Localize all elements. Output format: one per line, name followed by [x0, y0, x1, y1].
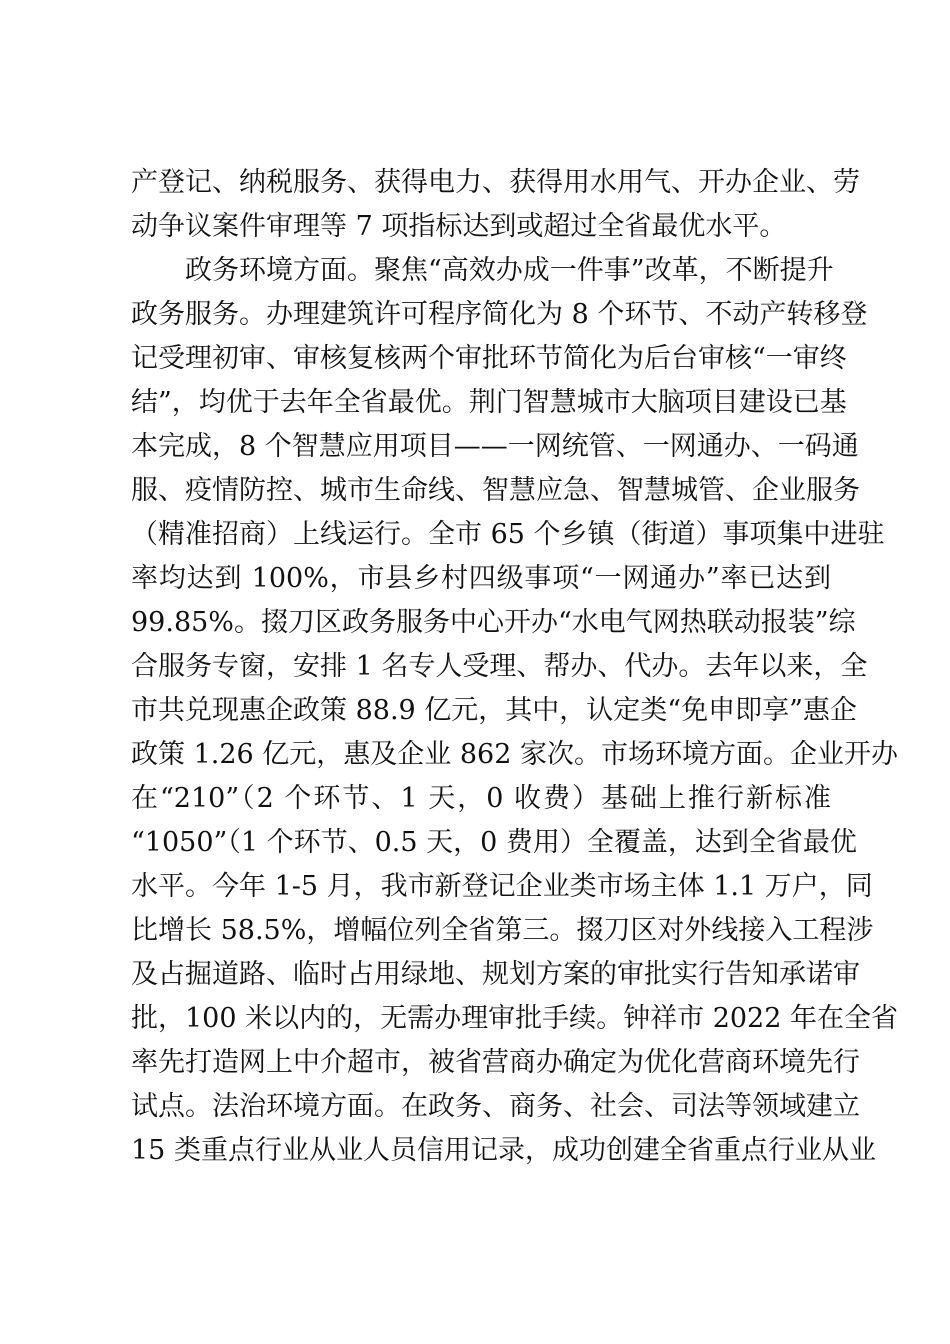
text-line: 服、疫情防控、城市生命线、智慧应急、智慧城管、企业服务 — [131, 475, 860, 506]
text-line: 率均达到 100%，市县乡村四级事项“一网通办”率已达到 — [131, 563, 831, 594]
text-line: 产登记、纳税服务、获得电力、获得用水用气、开办企业、劳 — [131, 167, 860, 198]
text-line: 合服务专窗，安排 1 名专人受理、帮办、代办。去年以来，全 — [131, 651, 868, 682]
text-line: 记受理初审、审核复核两个审批环节简化为后台审核“一审终 — [131, 343, 847, 374]
text-line: 政策 1.26 亿元，惠及企业 862 家次。市场环境方面。企业开办 — [131, 739, 898, 770]
text-line: 本完成，8 个智慧应用项目——一网统管、一网通办、一码通 — [131, 431, 859, 462]
text-line: （精准招商）上线运行。全市 65 个乡镇（街道）事项集中进驻 — [131, 519, 885, 550]
text-line: 99.85%。掇刀区政务服务中心开办“水电气网热联动报装”综 — [131, 607, 856, 638]
text-line: 15 类重点行业从业人员信用记录，成功创建全省重点行业从业 — [131, 1135, 876, 1166]
text-line: 政务服务。办理建筑许可程序简化为 8 个环节、不动产转移登 — [131, 299, 868, 330]
text-line: 在“210”（2 个环节、1 天，0 收费）基础上推行新标准 — [131, 783, 831, 814]
text-line: 水平。今年 1-5 月，我市新登记企业类市场主体 1.1 万户，同 — [131, 871, 873, 902]
text-line: 比增长 58.5%，增幅位列全省第三。掇刀区对外线接入工程涉 — [131, 915, 874, 946]
text-line: 动争议案件审理等 7 项指标达到或超过全省最优水平。 — [131, 211, 787, 242]
text-line: “1050”（1 个环节、0.5 天，0 费用）全覆盖，达到全省最优 — [131, 827, 857, 858]
text-line: 及占掘道路、临时占用绿地、规划方案的审批实行告知承诺审 — [131, 959, 860, 990]
paragraph-start-line: 政务环境方面。聚焦“高效办成一件事”改革，不断提升 — [185, 255, 834, 286]
text-line: 市共兑现惠企政策 88.9 亿元，其中，认定类“免申即享”惠企 — [131, 695, 857, 726]
text-line: 率先打造网上中介超市，被省营商办确定为优化营商环境先行 — [131, 1047, 860, 1078]
text-line: 试点。法治环境方面。在政务、商务、社会、司法等领域建立 — [131, 1091, 860, 1122]
text-line: 结”，均优于去年全省最优。荆门智慧城市大脑项目建设已基 — [131, 387, 847, 418]
text-line: 批，100 米以内的，无需办理审批手续。钟祥市 2022 年在全省 — [131, 1003, 898, 1034]
